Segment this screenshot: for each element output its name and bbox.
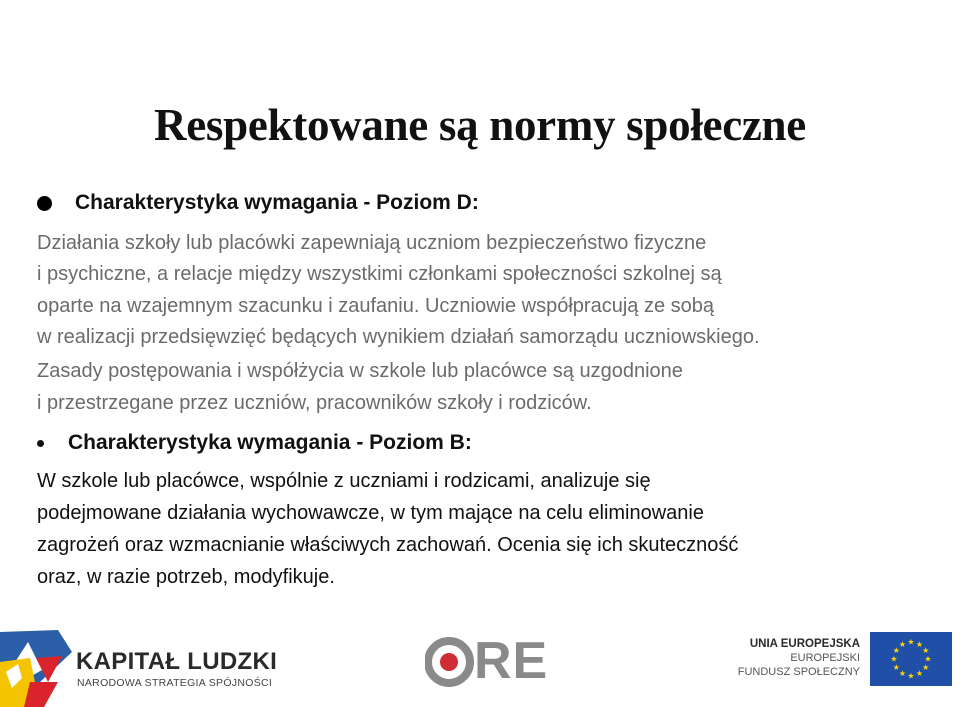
bullet-section-d xyxy=(37,189,479,217)
section-b-heading: Charakterystyka wymagania - Poziom B: xyxy=(68,431,472,454)
eu-star-icon: ★ xyxy=(898,669,907,679)
eu-star-icon: ★ xyxy=(922,663,930,672)
section-d-line: w realizacji przedsięwzięć będących wynikiem działań samorządu uczniowskiego. xyxy=(37,326,760,348)
section-b-line: podejmowane działania wychowawcze, w tym mające na celu eliminowanie xyxy=(37,502,704,524)
eu-line-union: UNIA EUROPEJSKA xyxy=(749,638,860,650)
eu-star-icon: ★ xyxy=(915,639,924,649)
section-d-line: i psychiczne, a relacje między wszystkimi członkami społeczności szkolnej są xyxy=(37,263,722,285)
ore-logo-text: RE xyxy=(474,632,549,690)
section-b-line: W szkole lub placówce, wspólnie z uczniami i rodzicami, analizuje się xyxy=(37,470,651,492)
section-d-line: Zasady postępowania i współżycia w szkole lub placówce są uzgodnione xyxy=(37,360,683,382)
slide-title: Respektowane są normy społeczne xyxy=(154,100,806,150)
bullet-dot-icon xyxy=(37,440,44,447)
eu-star-icon: ★ xyxy=(898,639,907,649)
eu-line-european: EUROPEJSKI xyxy=(790,652,860,664)
section-d-line: i przestrzegane przez uczniów, pracowników szkoły i rodziców. xyxy=(37,392,592,414)
eu-star-icon: ★ xyxy=(892,663,900,672)
eu-star-icon: ★ xyxy=(892,646,900,655)
eu-star-icon: ★ xyxy=(907,671,915,681)
eu-star-icon: ★ xyxy=(922,646,930,655)
eu-text-block xyxy=(738,637,860,679)
eu-line-fund: FUNDUSZ SPOŁECZNY xyxy=(737,666,860,678)
bullet-section-b xyxy=(37,428,472,458)
section-b-line: oraz, w razie potrzeb, modyfikuje. xyxy=(37,566,335,588)
kapital-ludzki-subtitle: NARODOWA STRATEGIA SPÓJNOŚCI xyxy=(77,677,273,689)
bullet-dot-icon xyxy=(37,196,52,211)
eu-star-icon: ★ xyxy=(890,654,898,664)
kapital-ludzki-name: KAPITAŁ LUDZKI xyxy=(76,648,278,675)
section-b-line: zagrożeń oraz wzmacnianie właściwych zachowań. Ocenia się ich skuteczność xyxy=(37,534,739,556)
eu-star-icon: ★ xyxy=(924,654,932,664)
eu-star-icon: ★ xyxy=(915,669,924,679)
section-d-heading: Charakterystyka wymagania - Poziom D: xyxy=(75,191,479,214)
section-d-line: Działania szkoły lub placówki zapewniają uczniom bezpieczeństwo fizyczne xyxy=(37,232,707,254)
eu-star-icon: ★ xyxy=(907,637,915,647)
section-d-line: oparte na wzajemnym szacunku i zaufaniu. Uczniowie współpracują ze sobą xyxy=(37,295,715,317)
eu-flag-icon xyxy=(870,632,952,686)
